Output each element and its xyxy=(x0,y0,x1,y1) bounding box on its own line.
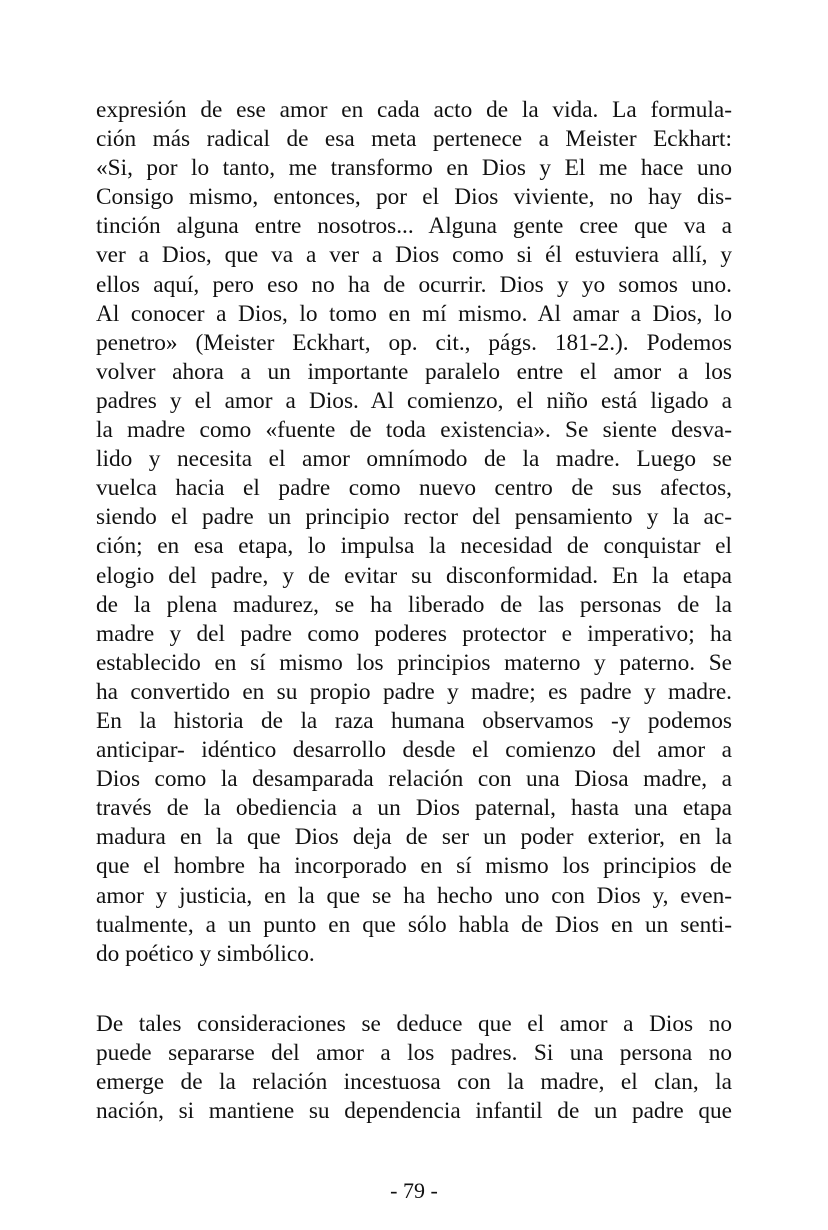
text-line: ellos aquí, pero eso no ha de ocurrir. Dios y yo somos uno. xyxy=(96,271,732,298)
text-line: Consigo mismo, entonces, por el Dios viviente, no hay dis- xyxy=(96,184,732,211)
text-line: emerge de la relación incestuosa con la madre, el clan, la xyxy=(96,1069,732,1096)
text-line: puede separarse del amor a los padres. Si una persona no xyxy=(96,1040,732,1067)
text-line: ha convertido en su propio padre y madre; es padre y madre. xyxy=(96,678,732,705)
text-line: En la historia de la raza humana observamos -y podemos xyxy=(96,707,732,734)
text-line: ción; en esa etapa, lo impulsa la necesidad de conquistar el xyxy=(96,533,732,560)
text-line: elogio del padre, y de evitar su disconformidad. En la etapa xyxy=(96,562,732,589)
text-line: establecido en sí mismo los principios materno y paterno. Se xyxy=(96,649,732,676)
text-line: madre y del padre como poderes protector e imperativo; ha xyxy=(96,620,732,647)
text-line: lido y necesita el amor omnímodo de la madre. Luego se xyxy=(96,446,732,473)
text-line: siendo el padre un principio rector del pensamiento y la ac- xyxy=(96,504,732,531)
text-line: do poético y simbólico. xyxy=(96,940,315,967)
text-line: de la plena madurez, se ha liberado de las personas de la xyxy=(96,591,732,618)
text-line: padres y el amor a Dios. Al comienzo, el niño está ligado a xyxy=(96,387,732,414)
text-line: tualmente, a un punto en que sólo habla de Dios en un senti- xyxy=(96,911,732,938)
text-line: Al conocer a Dios, lo tomo en mí mismo. Al amar a Dios, lo xyxy=(96,300,732,327)
text-line: anticipar- idéntico desarrollo desde el comienzo del amor a xyxy=(96,737,732,764)
text-line: nación, si mantiene su dependencia infantil de un padre que xyxy=(96,1098,732,1125)
text-line: que el hombre ha incorporado en sí mismo los principios de xyxy=(96,853,732,880)
text-line: De tales consideraciones se deduce que el amor a Dios no xyxy=(96,1011,732,1037)
text-line: volver ahora a un importante paralelo entre el amor a los xyxy=(96,358,732,385)
text-line: tinción alguna entre nosotros... Alguna gente cree que va a xyxy=(96,213,732,240)
text-line: través de la obediencia a un Dios paternal, hasta una etapa xyxy=(96,795,732,822)
text-line: «Si, por lo tanto, me transformo en Dios y El me hace uno xyxy=(96,155,732,182)
text-line: expresión de ese amor en cada acto de la vida. La formula- xyxy=(96,97,732,123)
paragraph-2 xyxy=(96,1010,732,1126)
text-line: Dios como la desamparada relación con una Diosa madre, a xyxy=(96,766,732,793)
text-line: amor y justicia, en la que se ha hecho uno con Dios y, even- xyxy=(96,882,732,909)
paragraph-1 xyxy=(96,96,732,969)
text-line: vuelca hacia el padre como nuevo centro de sus afectos, xyxy=(96,475,732,502)
text-line: ción más radical de esa meta pertenece a Meister Eckhart: xyxy=(96,126,732,153)
text-line: ver a Dios, que va a ver a Dios como si él estuviera allí, y xyxy=(96,242,732,269)
text-line: penetro» (Meister Eckhart, op. cit., págs. 181-2.). Podemos xyxy=(96,329,732,356)
page-number: - 79 - xyxy=(390,1178,438,1203)
text-line: la madre como «fuente de toda existencia». Se siente desva- xyxy=(96,417,732,444)
text-line: madura en la que Dios deja de ser un poder exterior, en la xyxy=(96,824,732,851)
